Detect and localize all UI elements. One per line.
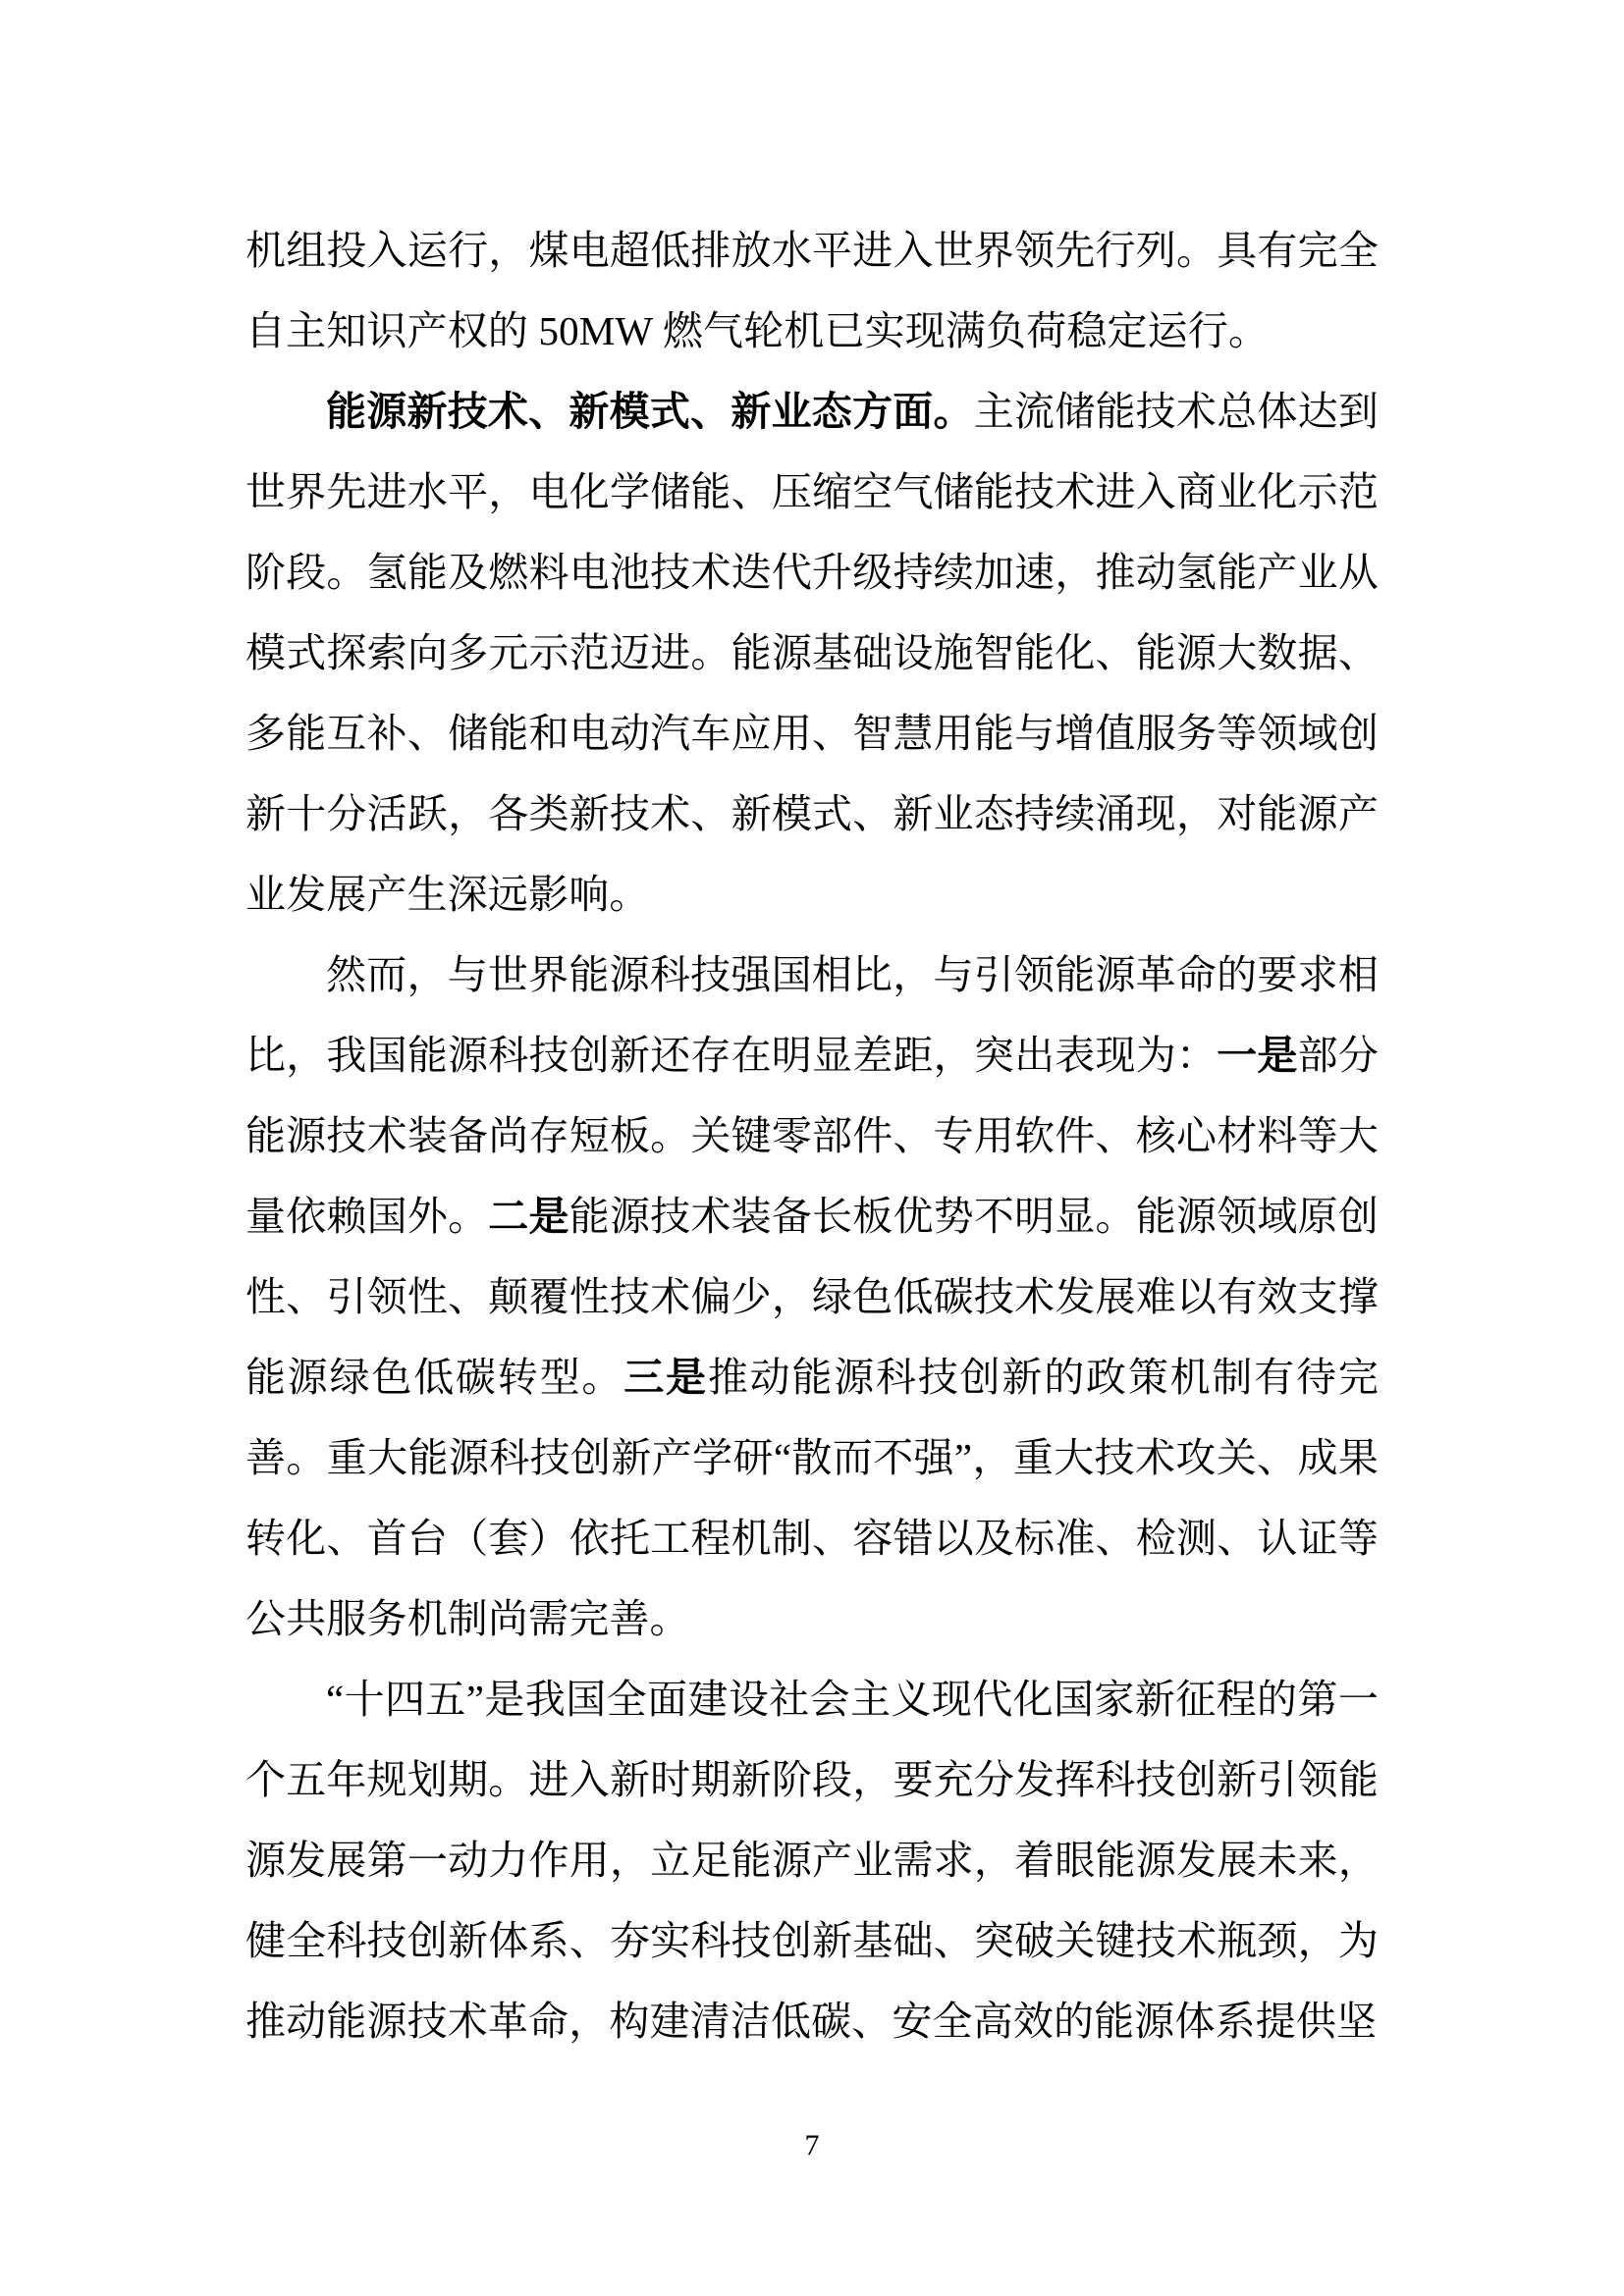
paragraph-3 bbox=[245, 934, 1379, 1659]
paragraph-2 bbox=[245, 371, 1379, 934]
text-run: 主流储能技术总体达到世界先进水平，电化学储能、压缩空气储能技术进入商业化示范阶段。氢能及燃料电池技术迭代升级持续加速，推动氢能产业从模式探索向多元示范迈进。能源基础设施智能化、能源大数据、多能互补、储能和电动汽车应用、智慧用能与增值服务等领域创新十分活跃，各类新技术、新模式、新业态持续涌现，对能源产业发展产生深远影响。 bbox=[245, 389, 1380, 917]
page-number: 7 bbox=[804, 2129, 820, 2162]
text-run: 部分能源技术装备尚存短板。关键零部件、专用软件、核心材料等大量依赖国外。 bbox=[245, 1033, 1379, 1239]
text-run-bold: 二是 bbox=[488, 1194, 569, 1239]
text-run-bold: 能源新技术、新模式、新业态方面。 bbox=[326, 389, 974, 434]
text-run: 然而，与世界能源科技强国相比，与引领能源革命的要求相比，我国能源科技创新还存在明显差距，突出表现为： bbox=[245, 952, 1379, 1078]
text-run-bold: 三是 bbox=[623, 1355, 708, 1400]
paragraph-4 bbox=[245, 1659, 1379, 2061]
text-run: 推动能源科技创新的政策机制有待完善。重大能源科技创新产学研“散而不强”，重大技术攻关、成果转化、首台（套）依托工程机制、容错以及标准、检测、认证等公共服务机制尚需完善。 bbox=[245, 1355, 1379, 1641]
text-run-bold: 一是 bbox=[1217, 1033, 1298, 1078]
text-run: “十四五”是我国全面建设社会主义现代化国家新征程的第一个五年规划期。进入新时期新阶段，要充分发挥科技创新引领能源发展第一动力作用，立足能源产业需求，着眼能源发展未来，健全科技创新体系、夯实科技创新基础、突破关键技术瓶颈，为推动能源技术革命，构建清洁低碳、安全高效的能源体系提供坚 bbox=[245, 1677, 1379, 2044]
text-run: 能源技术装备长板优势不明显。能源领域原创性、引领性、颠覆性技术偏少，绿色低碳技术发展难以有效支撑能源绿色低碳转型。 bbox=[245, 1194, 1379, 1400]
text-run: 机组投入运行，煤电超低排放水平进入世界领先行列。具有完全自主知识产权的 50MW 燃气轮机已实现满负荷稳定运行。 bbox=[245, 228, 1379, 353]
body-text bbox=[245, 210, 1379, 2061]
paragraph-1 bbox=[245, 210, 1379, 371]
